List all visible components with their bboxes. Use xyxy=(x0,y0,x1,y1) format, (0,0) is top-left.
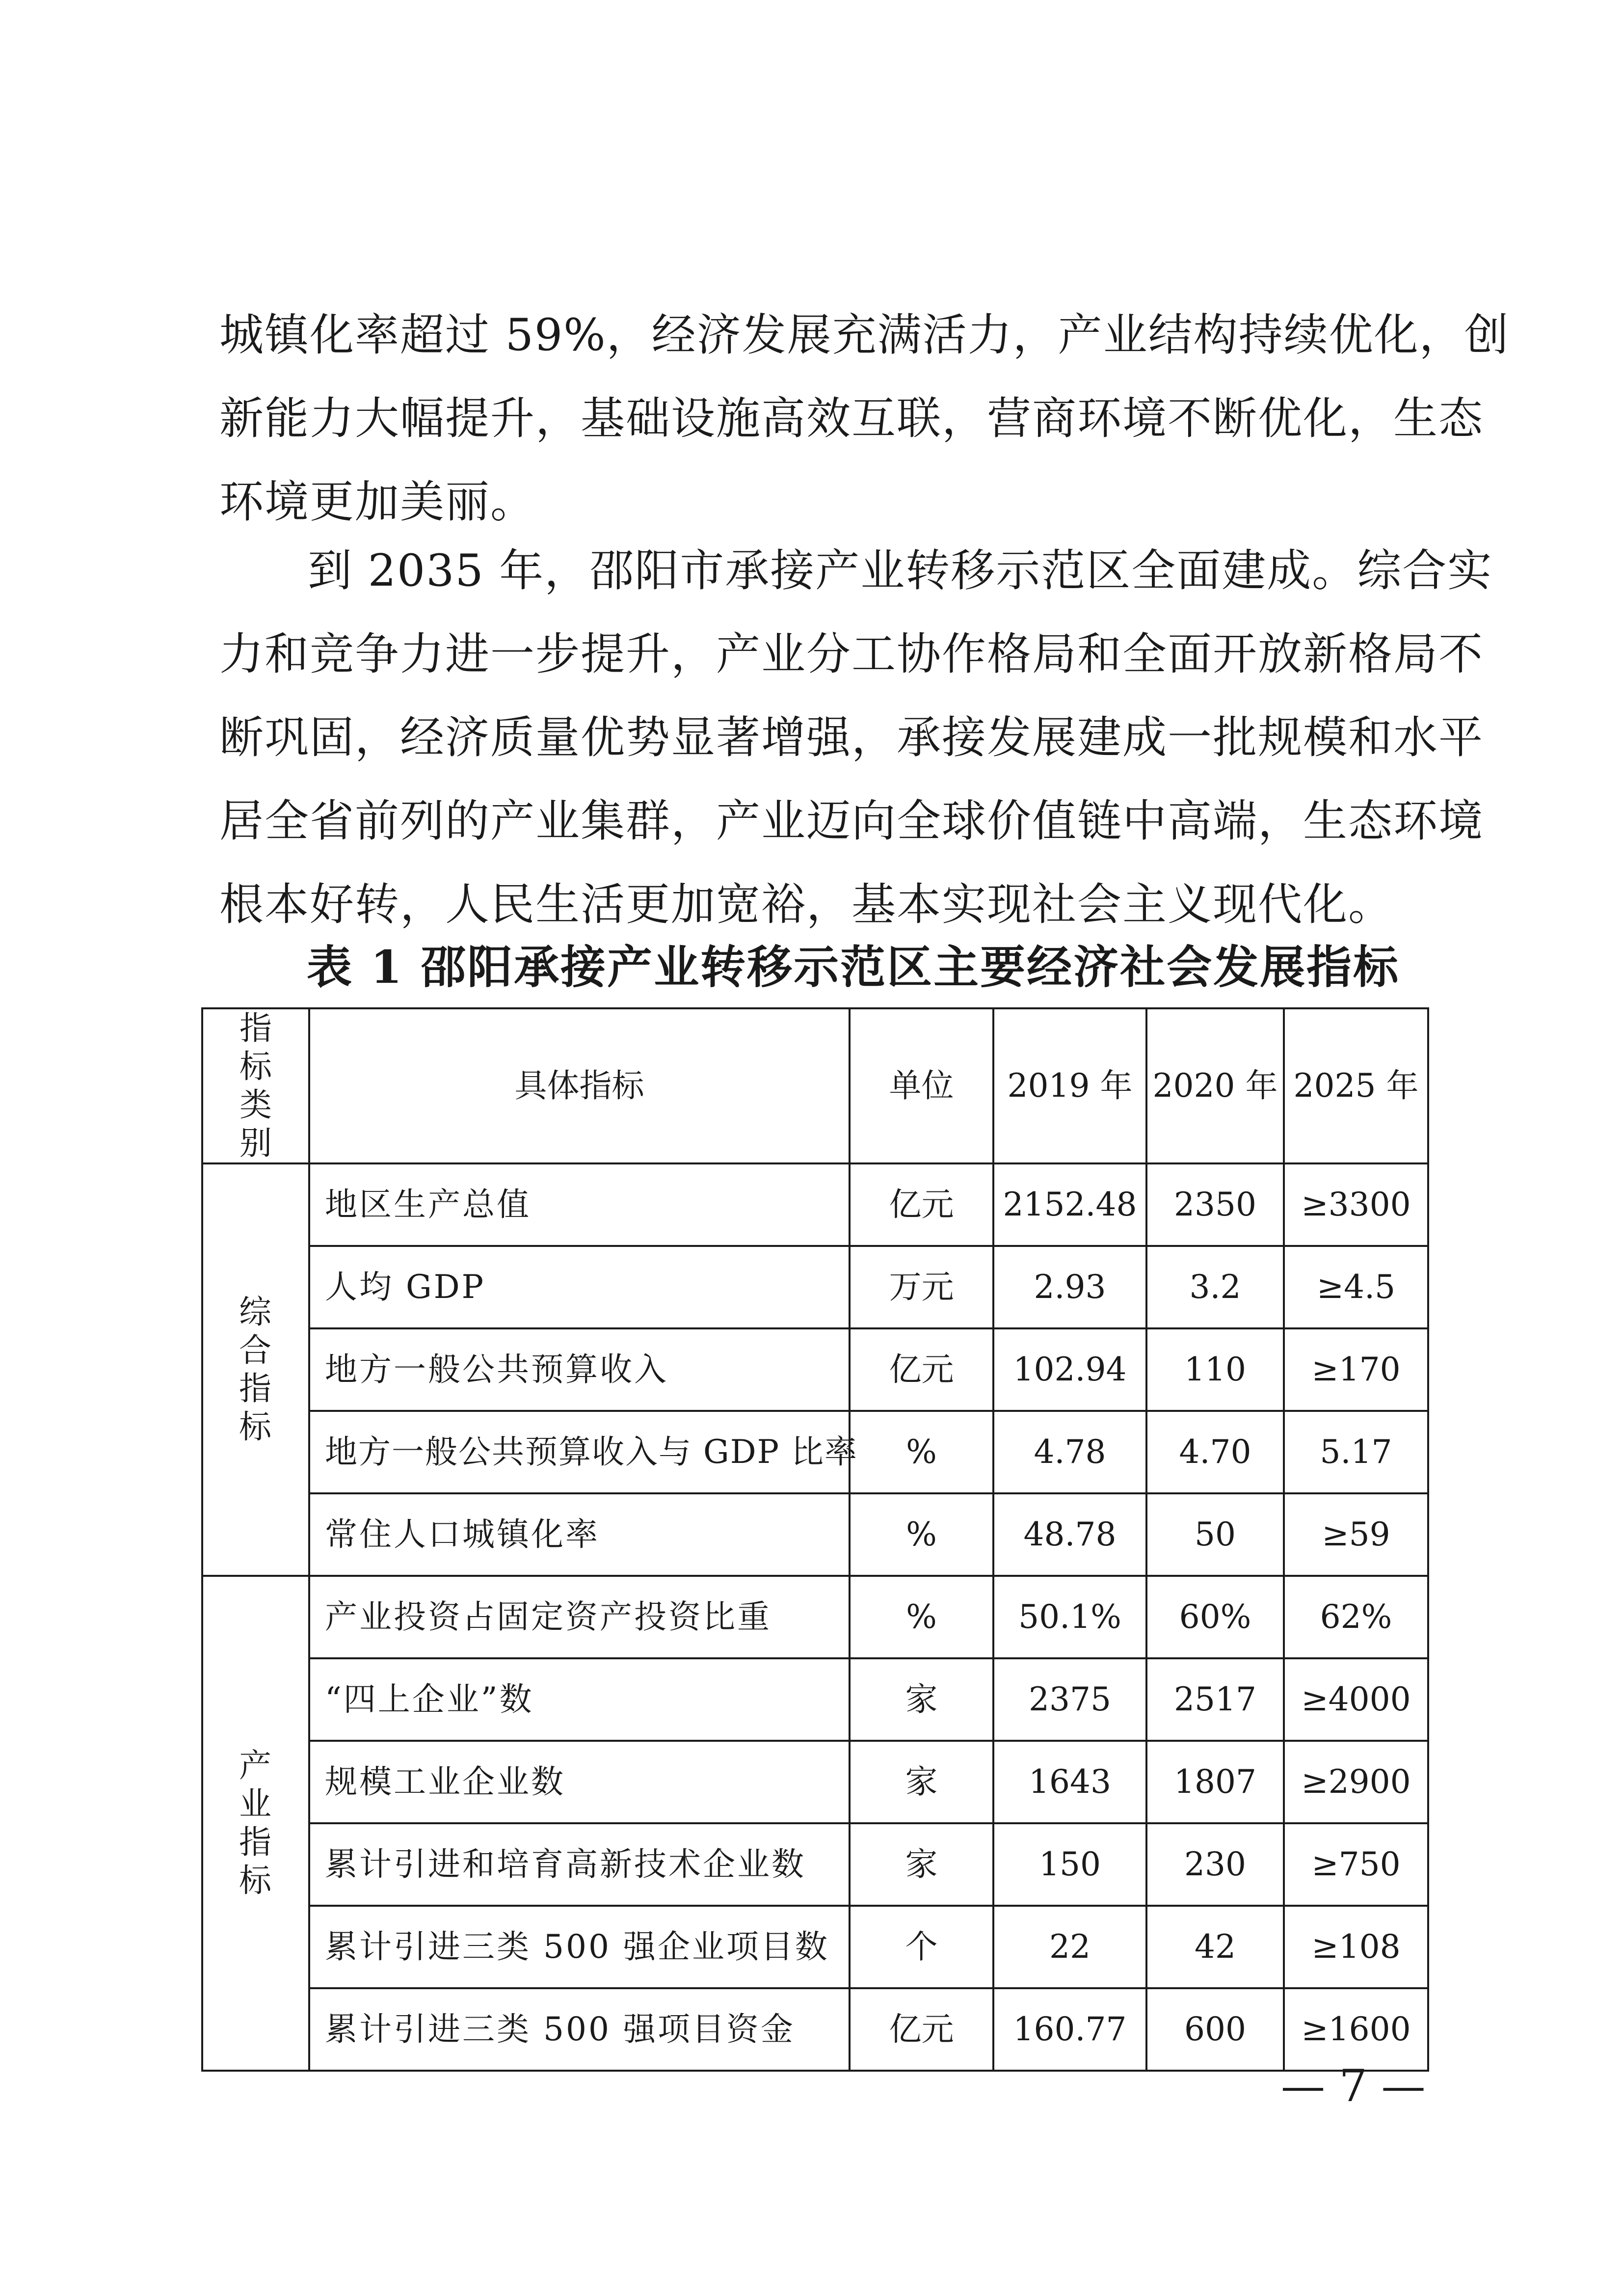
value-2019-cell: 2.93 xyxy=(993,1246,1146,1328)
indicator-cell: 常住人口城镇化率 xyxy=(309,1493,850,1576)
paragraph-line: 居全省前列的产业集群，产业迈向全球价值链中高端，生态环境 xyxy=(219,795,1484,847)
indicator-cell: 地区生产总值 xyxy=(309,1163,850,1246)
unit-cell: 个 xyxy=(850,1906,993,1988)
unit-cell: 家 xyxy=(850,1658,993,1741)
table-row xyxy=(202,1493,1428,1576)
header-indicator: 具体指标 xyxy=(309,1008,850,1163)
value-2025-cell: ≥170 xyxy=(1284,1328,1428,1411)
table-title: 表 1 邵阳承接产业转移示范区主要经济社会发展指标 xyxy=(307,941,1400,994)
header-category: 指标类别 xyxy=(202,1008,309,1163)
header-2019: 2019 年 xyxy=(993,1008,1146,1163)
value-2025-cell: 5.17 xyxy=(1284,1411,1428,1493)
indicator-cell: “四上企业”数 xyxy=(309,1658,850,1741)
value-2020-cell: 2517 xyxy=(1146,1658,1284,1741)
indicator-cell: 人均 GDP xyxy=(309,1246,850,1328)
value-2025-cell: ≥750 xyxy=(1284,1823,1428,1906)
paragraph-line: 城镇化率超过 59%，经济发展充满活力，产业结构持续优化，创 xyxy=(219,309,1510,361)
indicator-cell: 累计引进三类 500 强企业项目数 xyxy=(309,1906,850,1988)
paragraph-1 xyxy=(219,294,1510,544)
unit-cell: % xyxy=(850,1411,993,1493)
header-unit: 单位 xyxy=(850,1008,993,1163)
unit-cell: 家 xyxy=(850,1741,993,1823)
paragraph-line: 到 2035 年，邵阳市承接产业转移示范区全面建成。综合实 xyxy=(308,545,1493,596)
value-2025-cell: ≥59 xyxy=(1284,1493,1428,1576)
table-row xyxy=(202,1741,1428,1823)
value-2020-cell: 50 xyxy=(1146,1493,1284,1576)
value-2020-cell: 110 xyxy=(1146,1328,1284,1411)
table-row xyxy=(202,1658,1428,1741)
header-2020: 2020 年 xyxy=(1146,1008,1284,1163)
paragraph-line: 力和竞争力进一步提升，产业分工协作格局和全面开放新格局不 xyxy=(219,628,1484,680)
value-2025-cell: ≥1600 xyxy=(1284,1988,1428,2071)
value-2020-cell: 60% xyxy=(1146,1576,1284,1658)
unit-cell: 亿元 xyxy=(850,1988,993,2071)
value-2019-cell: 48.78 xyxy=(993,1493,1146,1576)
value-2019-cell: 150 xyxy=(993,1823,1146,1906)
indicator-cell: 累计引进三类 500 强项目资金 xyxy=(309,1988,850,2071)
indicator-cell: 地方一般公共预算收入 xyxy=(309,1328,850,1411)
indicators-table xyxy=(201,1007,1429,2072)
value-2025-cell: 62% xyxy=(1284,1576,1428,1658)
value-2020-cell: 600 xyxy=(1146,1988,1284,2071)
unit-cell: % xyxy=(850,1576,993,1658)
unit-cell: 家 xyxy=(850,1823,993,1906)
value-2025-cell: ≥4.5 xyxy=(1284,1246,1428,1328)
value-2019-cell: 160.77 xyxy=(993,1988,1146,2071)
category-cell: 综合指标 xyxy=(202,1163,309,1576)
value-2025-cell: ≥3300 xyxy=(1284,1163,1428,1246)
value-2025-cell: ≥108 xyxy=(1284,1906,1428,1988)
value-2019-cell: 22 xyxy=(993,1906,1146,1988)
value-2020-cell: 3.2 xyxy=(1146,1246,1284,1328)
paragraph-line: 根本好转，人民生活更加宽裕，基本实现社会主义现代化。 xyxy=(219,879,1393,930)
paragraph-line: 断巩固，经济质量优势显著增强，承接发展建成一批规模和水平 xyxy=(219,712,1484,763)
category-cell: 产业指标 xyxy=(202,1576,309,2071)
indicator-cell: 地方一般公共预算收入与 GDP 比率 xyxy=(309,1411,850,1493)
unit-cell: 亿元 xyxy=(850,1163,993,1246)
value-2019-cell: 2152.48 xyxy=(993,1163,1146,1246)
table-row xyxy=(202,1906,1428,1988)
value-2020-cell: 42 xyxy=(1146,1906,1284,1988)
value-2020-cell: 1807 xyxy=(1146,1741,1284,1823)
table-row xyxy=(202,1328,1428,1411)
unit-cell: % xyxy=(850,1493,993,1576)
indicator-cell: 规模工业企业数 xyxy=(309,1741,850,1823)
paragraph-line: 新能力大幅提升，基础设施高效互联，营商环境不断优化，生态 xyxy=(219,393,1484,444)
table-row xyxy=(202,1988,1428,2071)
value-2019-cell: 4.78 xyxy=(993,1411,1146,1493)
table-header-row xyxy=(202,1008,1428,1163)
indicator-cell: 产业投资占固定资产投资比重 xyxy=(309,1576,850,1658)
table-row xyxy=(202,1411,1428,1493)
table-row xyxy=(202,1823,1428,1906)
value-2020-cell: 2350 xyxy=(1146,1163,1284,1246)
value-2020-cell: 230 xyxy=(1146,1823,1284,1906)
unit-cell: 亿元 xyxy=(850,1328,993,1411)
table-row xyxy=(202,1576,1428,1658)
value-2025-cell: ≥4000 xyxy=(1284,1658,1428,1741)
value-2025-cell: ≥2900 xyxy=(1284,1741,1428,1823)
indicator-cell: 累计引进和培育高新技术企业数 xyxy=(309,1823,850,1906)
value-2019-cell: 102.94 xyxy=(993,1328,1146,1411)
page-number: — 7 — xyxy=(1281,2060,1426,2112)
value-2019-cell: 2375 xyxy=(993,1658,1146,1741)
paragraph-line: 环境更加美丽。 xyxy=(219,476,535,528)
table-row xyxy=(202,1163,1428,1246)
paragraph-2 xyxy=(219,529,1493,946)
value-2019-cell: 1643 xyxy=(993,1741,1146,1823)
value-2019-cell: 50.1% xyxy=(993,1576,1146,1658)
unit-cell: 万元 xyxy=(850,1246,993,1328)
header-2025: 2025 年 xyxy=(1284,1008,1428,1163)
value-2020-cell: 4.70 xyxy=(1146,1411,1284,1493)
table-row xyxy=(202,1246,1428,1328)
